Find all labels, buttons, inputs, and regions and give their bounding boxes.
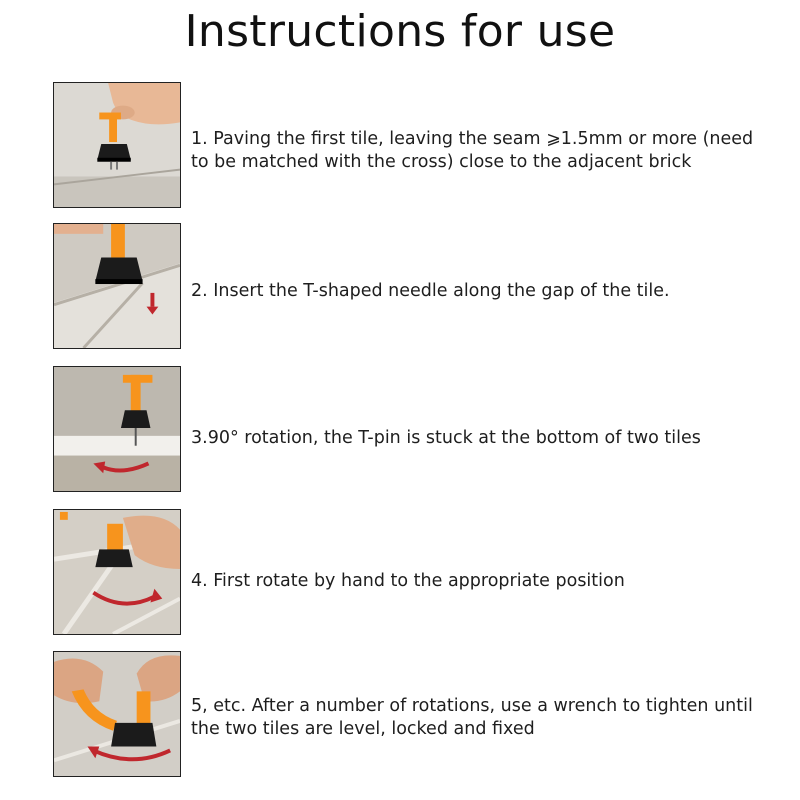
- step-1-text: 1. Paving the first tile, leaving the seam ⩾1.5mm or more (need to be matched with the cross) close to the adjacent brick: [191, 129, 754, 172]
- step-5-photo: [53, 651, 181, 777]
- step-4-photo: [53, 509, 181, 635]
- step-1: [53, 82, 773, 212]
- step-4: [53, 509, 773, 639]
- step-1-photo: [53, 82, 181, 208]
- step-5: [53, 651, 773, 781]
- step-2: [53, 223, 773, 353]
- step-4-text: 4. First rotate by hand to the appropriate position: [191, 571, 625, 591]
- page-title: Instructions for use: [184, 6, 616, 57]
- step-4-illustration: [54, 510, 180, 634]
- step-2-photo: [53, 223, 181, 349]
- step-3: [53, 366, 773, 496]
- step-1-illustration: [54, 83, 180, 207]
- step-2-text: 2. Insert the T-shaped needle along the gap of the tile.: [191, 281, 670, 301]
- step-3-photo: [53, 366, 181, 492]
- step-5-text: 5, etc. After a number of rotations, use a wrench to tighten until the two tiles are level, locked and fixed: [191, 696, 753, 739]
- step-3-illustration: [54, 367, 180, 491]
- step-5-illustration: [54, 652, 180, 776]
- step-3-text: 3.90° rotation, the T-pin is stuck at the bottom of two tiles: [191, 428, 701, 448]
- step-2-illustration: [54, 224, 180, 348]
